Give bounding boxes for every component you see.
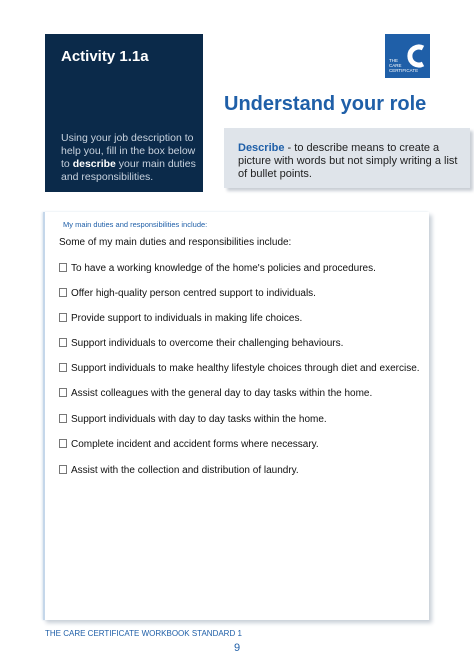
duty-text: Complete incident and accident forms where necessary. bbox=[71, 439, 319, 450]
answer-label: My main duties and responsibilities include: bbox=[63, 220, 208, 229]
activity-text-post: your main duties and responsibilities. bbox=[61, 158, 196, 183]
duty-item bbox=[59, 288, 316, 299]
describe-box bbox=[224, 128, 470, 188]
duty-item bbox=[59, 363, 420, 374]
duty-text: Support individuals with day to day tasks within the home. bbox=[71, 414, 327, 425]
checkbox-bullet-icon bbox=[59, 388, 67, 397]
checkbox-bullet-icon bbox=[59, 263, 67, 272]
duty-item bbox=[59, 414, 327, 425]
activity-title: Activity 1.1a bbox=[61, 48, 149, 65]
checkbox-bullet-icon bbox=[59, 439, 67, 448]
describe-definition-text: - to describe means to create a picture with words but not simply writing a list of bullet points. bbox=[238, 142, 458, 180]
duty-text: Support individuals to make healthy lifestyle choices through diet and exercise. bbox=[71, 363, 420, 374]
activity-instructions bbox=[61, 132, 199, 184]
describe-keyword: Describe bbox=[238, 142, 285, 154]
checkbox-bullet-icon bbox=[59, 363, 67, 372]
activity-text-pre: Using your job description to help you, fill in the box below to bbox=[61, 132, 196, 170]
care-certificate-logo bbox=[385, 34, 430, 78]
duty-text: Assist colleagues with the general day to day tasks within the home. bbox=[71, 388, 373, 399]
describe-definition bbox=[238, 142, 463, 181]
checkbox-bullet-icon bbox=[59, 313, 67, 322]
logo-line-3: CERTIFICATE bbox=[389, 68, 419, 73]
logo-line-1: THE bbox=[389, 58, 398, 63]
answer-box[interactable] bbox=[43, 212, 429, 620]
answer-intro: Some of my main duties and responsibilities include: bbox=[59, 237, 292, 248]
duty-item bbox=[59, 338, 343, 349]
checkbox-bullet-icon bbox=[59, 414, 67, 423]
duty-text: Provide support to individuals in making life choices. bbox=[71, 313, 303, 324]
checkbox-bullet-icon bbox=[59, 288, 67, 297]
checkbox-bullet-icon bbox=[59, 338, 67, 347]
duty-item bbox=[59, 439, 319, 450]
page-number: 9 bbox=[233, 642, 241, 654]
duty-text: Assist with the collection and distribution of laundry. bbox=[71, 465, 299, 476]
activity-text-bold: describe bbox=[72, 158, 116, 170]
footer: THE CARE CERTIFICATE WORKBOOK STANDARD 1 bbox=[45, 629, 242, 638]
page-title: Understand your role bbox=[224, 93, 427, 115]
duty-item bbox=[59, 263, 376, 274]
duty-item bbox=[59, 313, 302, 324]
duty-item bbox=[59, 465, 299, 476]
duty-item bbox=[59, 388, 372, 399]
duty-text: To have a working knowledge of the home's policies and procedures. bbox=[71, 263, 376, 274]
activity-box bbox=[45, 34, 203, 192]
checkbox-bullet-icon bbox=[59, 465, 67, 474]
logo-line-2: CARE bbox=[389, 63, 402, 68]
logo-text bbox=[389, 58, 419, 73]
duty-text: Support individuals to overcome their challenging behaviours. bbox=[71, 338, 344, 349]
duty-text: Offer high-quality person centred support to individuals. bbox=[71, 288, 316, 299]
